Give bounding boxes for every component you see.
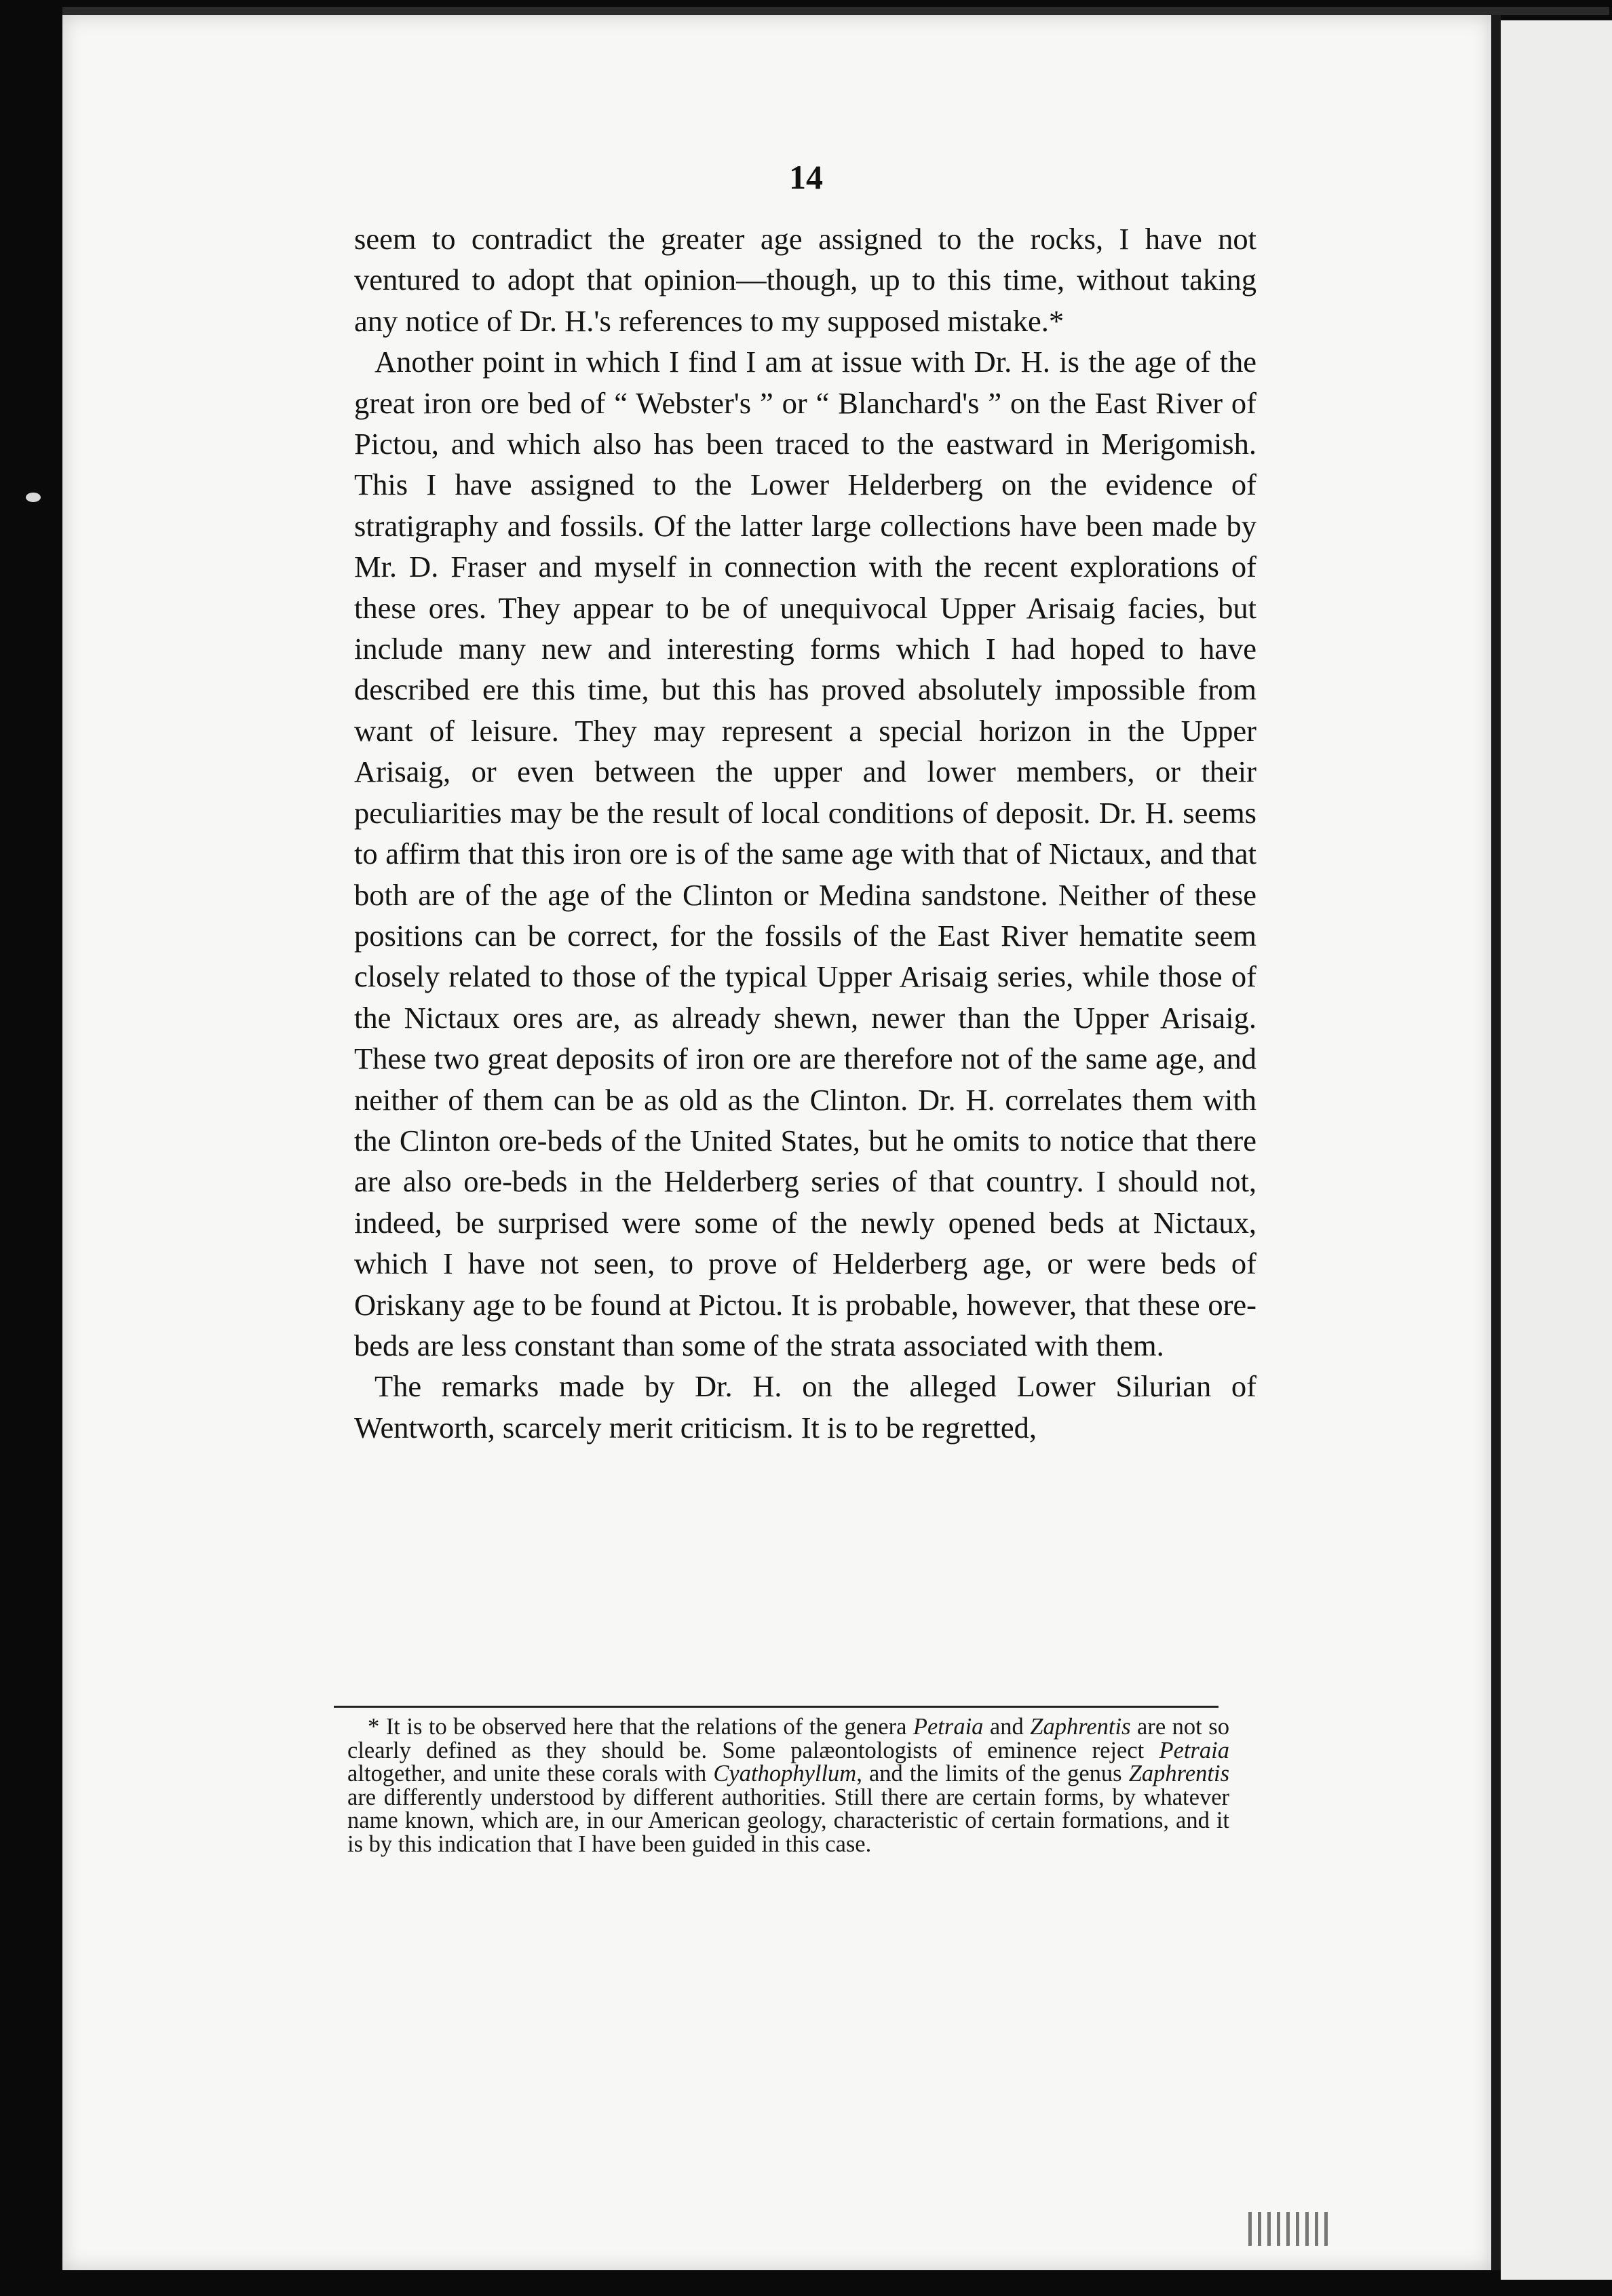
paragraph-iron-ore: Another point in which I find I am at issue with Dr. H. is the age of the great iron ore bed of “ Webster's ” or “ Blanchard's ” on the East River of Pictou, and which also has been traced to the eastward in Merigomish. This I have assigned to the Lower Helderberg on the evidence of stratigraphy and fossils. Of the latter large collections have been made by Mr. D. Fraser and myself in connection with the recent explorations of these ores. They appear to be of unequivocal Upper Arisaig facies, but include many new and interesting forms which I had hoped to have described ere this time, but this has proved absolutely impossible from want of leisure. They may represent a special horizon in the Upper Arisaig, or even between the upper and lower members, or their peculiarities may be the result of local conditions of deposit. Dr. H. seems to affirm that this iron ore is of the same age with that of Nictaux, and that both are of the age of the Clinton or Medina sandstone. Neither of these positions can be correct, for the fossils of the East River hematite seem closely related to those of the typical Upper Arisaig series, while those of the Nictaux ores are, as already shewn, newer than the Upper Arisaig. These two great deposits of iron ore are therefore not of the same age, and neither of them can be as old as the Clinton. Dr. H. correlates them with the Clinton ore-beds of the United States, but he omits to notice that there are also ore-beds in the Helderberg series of that country. I should not, indeed, be surprised were some of the newly opened beds at Nictaux, which I have not seen, to prove of Helderberg age, or were beds of Oriskany age to be found at Pictou. It is probable, however, that these ore-beds are less constant than some of the strata associated with them.: [354, 345, 1256, 1362]
footnote-divider: [334, 1706, 1218, 1708]
paragraph-continuation: seem to contradict the greater age assigned to the rocks, I have not ventured to adopt that opinion—though, up to this time, without taking any notice of Dr. H.'s references to my supposed mistake.*: [354, 222, 1256, 338]
page-number: 14: [789, 158, 823, 196]
scan-artifact: [1248, 2212, 1330, 2246]
page-top-edge: [62, 7, 1609, 15]
binding-fold: [1491, 15, 1501, 2270]
footnote: * It is to be observed here that the relations of the genera Petraia and Zaphrentis are not so clearly defined as they should be. Some palæontologists of eminence reject Petraia altogether, and unite these corals with Cyathophyllum, and the limits of the genus Zaphrentis are differently understood by different authorities. Still there are certain forms, by whatever name known, which are, in our American geology, characteristic of certain formations, and it is by this indication that I have been guided in this case.: [347, 1714, 1229, 1857]
paragraph-wentworth: The remarks made by Dr. H. on the alleged Lower Silurian of Wentworth, scarcely merit criticism. It is to be regretted,: [354, 1369, 1256, 1444]
margin-blemish: [26, 493, 41, 502]
facing-page-edge: [1501, 20, 1612, 2280]
body-text: [354, 218, 1256, 1448]
